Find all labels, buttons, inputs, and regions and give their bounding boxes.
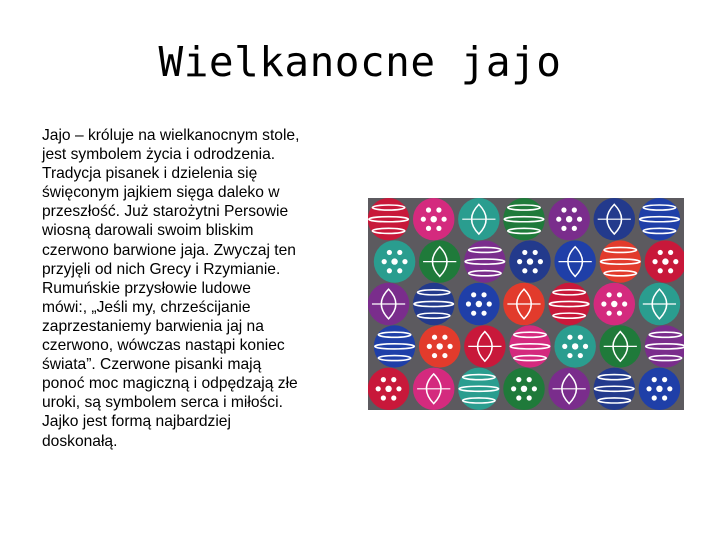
decorated-egg [413, 198, 455, 240]
decorated-egg [413, 368, 455, 410]
decorated-egg [374, 240, 416, 282]
decorated-egg [548, 198, 590, 240]
slide-title: Wielkanocne jajo [158, 38, 562, 86]
decorated-egg [413, 283, 455, 325]
body-line: doskonałą. [42, 432, 118, 450]
body-line: przeszłość. Już starożytni Persowie [42, 203, 289, 221]
body-line: Jajko jest formą najbardziej [42, 413, 231, 431]
body-line: Tradycja pisanek i dzielenia się [42, 165, 258, 183]
decorated-egg [503, 283, 545, 325]
decorated-egg [464, 240, 506, 282]
body-line: przyjęli od nich Grecy i Rzymianie. [42, 260, 281, 278]
decorated-egg [554, 240, 596, 282]
decorated-egg [600, 325, 642, 367]
body-line: czerwono, wówczas nastąpi koniec [42, 337, 285, 355]
body-line: święconym jajkiem sięga daleko w [42, 184, 280, 202]
decorated-egg [509, 325, 551, 367]
decorated-egg [639, 283, 681, 325]
decorated-egg [548, 283, 590, 325]
decorated-egg [639, 198, 681, 240]
decorated-egg [419, 240, 461, 282]
body-line: zaprzestaniemy barwienia jaj na [42, 317, 264, 335]
easter-eggs-illustration [368, 198, 684, 410]
decorated-egg [645, 240, 684, 282]
decorated-egg [368, 198, 409, 240]
decorated-egg [368, 368, 409, 410]
easter-eggs-photo [368, 198, 684, 410]
decorated-egg [374, 325, 416, 367]
decorated-egg [503, 198, 545, 240]
decorated-egg [639, 368, 681, 410]
decorated-egg [419, 325, 461, 367]
decorated-egg [464, 325, 506, 367]
body-line: Rumuńskie przysłowie ludowe [42, 279, 251, 297]
decorated-egg [458, 198, 500, 240]
decorated-egg [368, 283, 409, 325]
decorated-egg [554, 325, 596, 367]
decorated-egg [503, 368, 545, 410]
body-line: świata”. Czerwone pisanki mają [42, 356, 262, 374]
decorated-egg [458, 368, 500, 410]
slide-body-text [42, 126, 387, 451]
decorated-egg [645, 325, 684, 367]
decorated-egg [509, 240, 551, 282]
body-line: uroki, są symbolem serca i miłości. [42, 394, 283, 412]
decorated-egg [458, 283, 500, 325]
body-line: czerwono barwione jaja. Zwyczaj ten [42, 241, 296, 259]
decorated-egg [594, 368, 636, 410]
decorated-egg [594, 283, 636, 325]
body-line: jest symbolem życia i odrodzenia. [42, 146, 276, 164]
decorated-egg [548, 368, 590, 410]
body-line: ponoć moc magiczną i odpędzają złe [42, 375, 298, 393]
decorated-egg [600, 240, 642, 282]
body-line: wiosną darowali swoim bliskim [42, 222, 254, 240]
body-line: Jajo – króluje na wielkanocnym stole, [42, 127, 300, 144]
decorated-egg [594, 198, 636, 240]
body-line: mówi:, „Jeśli my, chrześcijanie [42, 298, 251, 316]
